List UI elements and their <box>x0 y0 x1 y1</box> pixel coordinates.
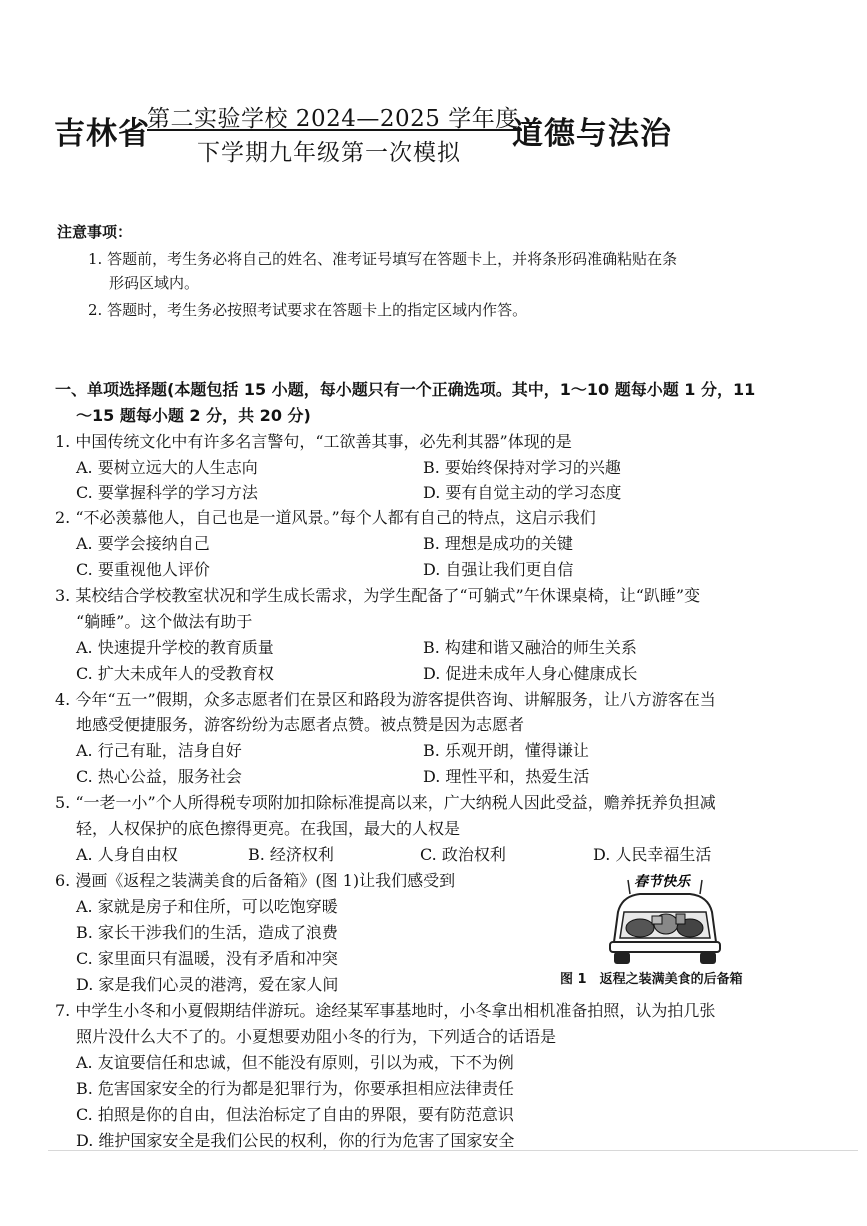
q4-option-c: C. 热心公益，服务社会 <box>76 767 242 786</box>
page-bottom-divider <box>48 1150 858 1151</box>
q3-option-a: A. 快速提升学校的教育质量 <box>76 638 274 657</box>
question-4-stem-cont: 地感受便捷服务，游客纷纷为志愿者点赞。被点赞是因为志愿者 <box>76 715 525 734</box>
q2-option-d: D. 自强让我们更自信 <box>423 560 574 579</box>
section-heading-cont: ～15 题每小题 2 分，共 20 分) <box>76 406 311 425</box>
notice-item-1: 1. 答题前，考生务必将自己的姓名、准考证号填写在答题卡上，并将条形码准确粘贴在条 <box>88 250 678 268</box>
q1-option-c: C. 要掌握科学的学习方法 <box>76 483 258 502</box>
figure-1-car-trunk-cartoon <box>600 872 730 972</box>
q6-option-c: C. 家里面只有温暖，没有矛盾和冲突 <box>76 949 338 968</box>
question-4-stem: 4. 今年“五一”假期，众多志愿者们在景区和路段为游客提供咨询、讲解服务，让八方游客在当 <box>55 690 716 709</box>
q5-option-b: B. 经济权利 <box>248 845 334 864</box>
question-3-stem-cont: “躺睡”。这个做法有助于 <box>76 612 253 631</box>
question-3-stem: 3. 某校结合学校教室状况和学生成长需求，为学生配备了“可躺式”午休课桌椅，让“趴睡”变 <box>55 586 701 605</box>
province-title: 吉林省 <box>54 116 150 152</box>
q4-option-b: B. 乐观开朗，懂得谦让 <box>423 741 589 760</box>
question-7-stem: 7. 中学生小冬和小夏假期结伴游玩。途经某军事基地时，小冬拿出相机准备拍照，认为拍几张 <box>55 1001 716 1020</box>
question-7-stem-cont: 照片没什么大不了的。小夏想要劝阻小冬的行为，下列适合的话语是 <box>76 1027 557 1046</box>
q7-option-b: B. 危害国家安全的行为都是犯罪行为，你要承担相应法律责任 <box>76 1079 514 1098</box>
subject-title: 道德与法治 <box>512 116 672 152</box>
q6-option-b: B. 家长干涉我们的生活，造成了浪费 <box>76 923 338 942</box>
question-2-stem: 2. “不必羡慕他人，自己也是一道风景。”每个人都有自己的特点，这启示我们 <box>55 508 596 527</box>
question-6-stem: 6. 漫画《返程之装满美食的后备箱》(图 1)让我们感受到 <box>55 871 456 890</box>
notice-item-2: 2. 答题时，考生务必按照考试要求在答题卡上的指定区域内作答。 <box>88 301 528 319</box>
figure-title: 春节快乐 <box>634 874 690 890</box>
q1-option-d: D. 要有自觉主动的学习态度 <box>423 483 622 502</box>
q6-option-d: D. 家是我们心灵的港湾，爱在家人间 <box>76 975 339 994</box>
question-1-stem: 1. 中国传统文化中有许多名言警句，“工欲善其事，必先利其器”体现的是 <box>55 432 572 451</box>
q1-option-b: B. 要始终保持对学习的兴趣 <box>423 458 621 477</box>
figure-1-caption: 图 1 返程之装满美食的后备箱 <box>560 972 743 987</box>
q1-option-a: A. 要树立远大的人生志向 <box>76 458 258 477</box>
q2-option-b: B. 理想是成功的关键 <box>423 534 573 553</box>
notice-title: 注意事项： <box>57 223 133 241</box>
q5-option-d: D. 人民幸福生活 <box>593 845 712 864</box>
q4-option-d: D. 理性平和，热爱生活 <box>423 767 590 786</box>
q5-option-c: C. 政治权利 <box>420 845 506 864</box>
q3-option-c: C. 扩大未成年人的受教育权 <box>76 664 274 683</box>
q7-option-d: D. 维护国家安全是我们公民的权利，你的行为危害了国家安全 <box>76 1131 515 1150</box>
q2-option-a: A. 要学会接纳自己 <box>76 534 210 553</box>
q6-option-a: A. 家就是房子和住所，可以吃饱穿暖 <box>76 897 338 916</box>
q3-option-b: B. 构建和谐又融洽的师生关系 <box>423 638 637 657</box>
question-5-stem-cont: 轻，人权保护的底色擦得更亮。在我国，最大的人权是 <box>76 819 461 838</box>
q7-option-c: C. 拍照是你的自由，但法治标定了自由的界限，要有防范意识 <box>76 1105 514 1124</box>
q5-option-a: A. 人身自由权 <box>76 845 178 864</box>
exam-title-line: 下学期九年级第一次模拟 <box>197 140 461 166</box>
q3-option-d: D. 促进未成年人身心健康成长 <box>423 664 638 683</box>
q7-option-a: A. 友谊要信任和忠诚，但不能没有原则，引以为戒，下不为例 <box>76 1053 514 1072</box>
header-divider <box>147 129 522 131</box>
question-5-stem: 5. “一老一小”个人所得税专项附加扣除标准提高以来，广大纳税人因此受益，赡养抚养负担减 <box>55 793 716 812</box>
notice-item-1-cont: 形码区域内。 <box>109 274 200 292</box>
q2-option-c: C. 要重视他人评价 <box>76 560 210 579</box>
school-year-line: 第二实验学校 2024—2025 学年度 <box>147 106 519 132</box>
q4-option-a: A. 行己有耻，洁身自好 <box>76 741 242 760</box>
section-heading: 一、单项选择题(本题包括 15 小题，每小题只有一个正确选项。其中，1～10 题每小题 1 分，11 <box>55 380 756 399</box>
